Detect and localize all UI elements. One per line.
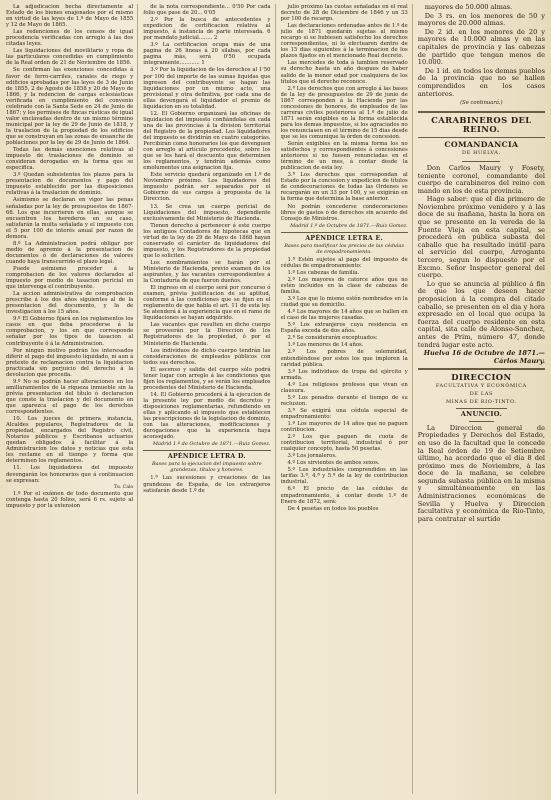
appendix-paragraph: 6.º El precio de las cédulas de empadronamiento, á contar desde 1.º de Enero de 1872, será:	[280, 486, 408, 505]
article-paragraph: 1.º Por el exámen de todo documento que contenga hasta 20 folios, será 6 rs. sujeto al impuesto y por la extension	[6, 490, 134, 509]
appendix-paragraph: 3.º Los que lo mismo estén nombrados en la ciudad que su domicilio.	[280, 296, 408, 309]
notice-paragraph: Hago saber: que el dia primero de Noviembre próximo venidero y á las doce de su mañana, hasta la hora en que se presente en la vereda de la Fuente Vieja en esta capital, se procederá en pública subasta del caballo que ha resultado inútil para el servicio del cuerpo, Arrogante tercero, segun lo dispuesto por el Excmo. Señor Inspector general del cuerpo.	[417, 195, 545, 280]
article-paragraph: 2.ª Los derechos que con arreglo á las bases de la ley de presupuestos de 29 de junio de 1867 corresponden á la Hacienda por las concesiones de honores, de empleados de las carreras civiles posteriores al 1.º de julio de 1871 serán exigibles en la forma establecida para los demas impuestos, si los agraciados no los renunciasen en el término de 15 dias desde que se les comunique la órden de concesion.	[280, 85, 408, 140]
column-4	[418, 4, 545, 794]
article-paragraph: 10. Los jueces de primera instancia, Alcaldes populares, Registradores de la propiedad, encargados del Registro civil, Notarios públicos y Escribanos actuarios quedan obligados á facilitar á la Administracion los datos y noticias que esta les reclame en el tiempo y forma que determinen los reglamentos.	[6, 416, 134, 465]
article-paragraph: de la nota correspondiente... 0'50 Por cada folio que pase de 20... 0'05	[143, 4, 271, 17]
article-paragraph: Todas las demás exenciones relativas al impuesto de traslaciones de dominio se consideran derogadas en la forma que se especifica.	[6, 147, 134, 172]
appendix-paragraph: 5.º Los penados durante el tiempo de su reclusion.	[280, 394, 408, 407]
appendix-paragraph: 4.º Los sirvientes de ambos sexos.	[287, 460, 380, 467]
carabineros-signature: Huelva 16 de Octubre de 1871.—Cárlos Maury.	[423, 349, 545, 365]
divider	[418, 137, 545, 138]
article-paragraph: Los individuos de dicho cuerpo tendrán las consideraciones de empleados públicos con todos sus derechos.	[143, 347, 271, 366]
article-paragraph: Las liquidaciones del movilitario y ropa de las particulares concedidas en cumplimiento de la Real orden de 21 de Noviembre de 1856.	[6, 48, 134, 67]
anuncio-heading: ANUNCIO.	[460, 410, 503, 419]
article-paragraph: julio próximo las cuotas señaladas en el real decreto de 28 de Diciembre de 1846 y un 33 por 100 de recargo.	[280, 4, 408, 23]
appendix-paragraph: 1.ª Estén sujetos al pago del impuesto de cédulas de empadronamiento:	[280, 256, 408, 269]
article-paragraph: 9.º El Gobierno fijará en los reglamentos los casos en que deba procederse á la comprobacion, y los en que corresponde señalar por los tipos de tasacion al contribuyente ó á la Administracion.	[6, 316, 134, 347]
appendix-paragraph: 2.º Los que paguen de cuota de contribucion territorial, industrial ó por cualquier concepto, hasta 50 pesetas.	[280, 434, 408, 453]
article-paragraph: mayores de 50.000 almas.	[424, 4, 513, 11]
appendix-paragraph: 3.ª Se exigirá una cédula especial de empadronamiento:	[280, 407, 408, 420]
appendix-paragraph: 2.º Los pobres de solemnidad, entendiéndose por estos los que imploren la caridad pública.	[280, 349, 408, 368]
article-paragraph: Las mercedes de toda á tambien reservado su derecho hasta un año despues de haber salido de la menor edad por cualquiera de los títulos que el derecho reconoce.	[280, 60, 408, 85]
article-paragraph: Las redenciones de los censos de igual procedencia verificadas con arreglo á las dos citadas leyes.	[6, 29, 134, 48]
notice-paragraph: Lo que se anuncia al público á fin de que los que deseen hacer proposicion á la compra del citado caballo, se presenten en el dia y hora expresado en el local que ocupa la fuerza del cuerpo residente en esta capital, sita calle de Alonso-Sanchez, antes de Prim, número 47, donde tendrá lugar este acto.	[417, 279, 545, 349]
continua-note: (Se continuará.)	[460, 100, 503, 107]
appendix-paragraph: 2.º Los mayores de catorce años que no estén incluidos en la clase de cabezas de familia.	[280, 276, 408, 296]
carabineros-heading: CARABINEROS DEL REINO.	[431, 114, 532, 134]
appendix-paragraph: 1.ª Las sucesiones y creaciones de las grandezas de España, de los extranjeros satisfarán desde 1.º de	[143, 475, 271, 494]
appendix-subtitle: Bases para modificar los precios de las cédulas de empadronamiento.	[284, 242, 405, 255]
divider	[469, 421, 494, 422]
article-paragraph: Tienen derecho á pertenecer á este cuerpo los antiguos Contadores de hipotecas que en virtud de la ley de 29 de Mayo de 1868 hayan conservado el carácter de liquidadores del impuesto, y los Registradores de la propiedad que lo soliciten.	[143, 222, 271, 259]
carabineros-notice	[418, 165, 545, 349]
appendix-paragraph: 3.º Los individuos de tropa del ejército y armada.	[280, 368, 408, 381]
appendix-subtitle: Bases para la ejecucion del impuesto sobre grandezas, títulos y honores.	[152, 461, 262, 474]
article-paragraph: El ascenso y salida del cuerpo sólo podrá tener lugar con arreglo á las condiciones que fijen los reglamentos, y se verán los empleados procedentes del Ministerio de Hacienda.	[143, 366, 271, 391]
divider	[462, 161, 500, 162]
article-paragraph: De 3 rs. en los menores de 50 y mayores de 20.000 almas.	[417, 11, 545, 28]
article-paragraph: Los nombramientos se harán por el Ministerio de Hacienda, previo examen de los aspirantes, y las vacantes correspondientes á la Contaduría de que fueron dueños.	[143, 259, 271, 285]
article-paragraph: Las vacantes que resulten en dicho cuerpo se proveerán por la Direccion de los Registradores de la propiedad, ó por el Ministerio de Hacienda.	[143, 322, 271, 347]
article-paragraph: 3.º Por la liquidacion de los derechos al 1'50 por 100 del importe de las sumas liquidas que ingresen del contribuyente se hagan las liquidaciones por un mismo acto, una provisional y otra definitiva, por cada una de ellas devengará el liquidador el premio de liquidacion en su totalidad.	[143, 67, 271, 110]
comandancia-heading: COMANDANCIA	[444, 139, 519, 149]
article-paragraph: La adjudicacion hecha directamente al Estado de los bienes enajenados por el mismo en virtud de las leyes de 1.º de Mayo de 1855 y 12 de Mayo de 1865.	[6, 4, 134, 29]
divider	[281, 232, 408, 233]
notice-paragraph: La Direccion general de Propiedades y Derechos del Estado, en uso de la facultad que le concede la Real órden de 19 de Setiembre último, ha acordado que el dia 8 del próximo mes de Noviembre, á las doce de la mañana, se celebre segunda subasta pública en la misma y simultáneamente en las Administraciones económicas de Sevilla y Huelva y Direccion facultativa y económica de Rio-Tinto, para contratar el surtido	[417, 423, 545, 523]
appendix-paragraph: 3.º Los jornaleros.	[287, 453, 337, 460]
appendix-heading: APÉNDICE LETRA E.	[305, 234, 383, 242]
article-signature: Madrid 1.º de Octubre de 1871.—Ruiz Gomez.	[290, 222, 408, 229]
article-paragraph: 2.º Por la busca de antecedentes y expedicion de certificacion relativa al impuesto, á instancia de parte interesada. 6 por mandato judicial........ 2	[143, 17, 271, 42]
article-paragraph: De 1 id. en todos los demas pueblos de la provincia que no se hallen comprendidos en los casos anteriores.	[417, 66, 545, 98]
article-paragraph: El ingreso en el cuerpo será por concurso ó examen, prévia justificacion de su aptitud, conforme á las condiciones que se fijen en el reglamento de que habla el art. 11 de esta ley. Se atenderá á la experiencia que en el ramo de liquidaciones se hayan adquirido.	[143, 285, 271, 322]
rio-tinto-notice	[418, 425, 545, 524]
appendix-paragraph: 4.º Los religiosos profesos que vivan en clausura.	[280, 381, 408, 394]
article-paragraph: 12. El Gobierno organizará las oficinas de liquidacion del impuesto confiándolas en cada una de las provincias á la division territorial del Registro de la propiedad. Los liquidadores del impuesto se dividirán en cuatro categorías. Percibirán como honorarios los que devenguen con arreglo al artículo precedente, sobre los que se les hará el descuento que determinen los reglamentos, y tendrán además como emolumentos una asignacion fija.	[143, 110, 271, 172]
article-paragraph: De 2 id. en los menores de 20 y mayores de 10.000 almas y en las capitales de provincia y las cabezas de partido que tengan menos de 10.000.	[417, 27, 545, 67]
notice-paragraph: Don Carlos Maury y Fosety, teniente coronel, comandante del cuerpo de carabineros del reino con mando en los de esta provincia.	[417, 163, 545, 195]
article-paragraph: Este servicio quedará organizado en 1.º de Noviembre próximo. Los liquidadores del impuesto podrán ser separados por el Gobierno de sus cargos á propuesta de la Direccion.	[143, 172, 271, 203]
direccion-subheading-3: MINAS DE RIO-TINTO.	[446, 398, 517, 405]
appendix-paragraph: 5.º Los industriales comprendidos en las tarifas 3.ª, 4.ª y 5.ª de la ley de contribucion industrial.	[280, 467, 408, 486]
article-paragraph: 8.º La Administracion podrá obligar por medio de apremio á la presentacion de documentos ó de declaraciones de valores cuando haya transcurrido el plazo legal.	[6, 240, 134, 265]
divider	[143, 450, 270, 451]
column-footnote: Tu. Calo	[113, 484, 134, 490]
article-paragraph: 3.º La certificacion ocupa más de una pagina de 26 lineas á 20 silabas, por cada pagina más, será 0'50 ocupada integramente............ 1	[143, 42, 271, 67]
article-paragraph: 14. El Gobierno procederá á la ejecucion de la presente ley por medio de decretos y disposiciones reglamentarias, refundiendo en ellas y aplicando al impuesto que establecen las prescripciones de la legislacion de dominio, con las alteraciones, modificaciones y derogaciones que la experiencia haya aconsejado.	[143, 391, 271, 441]
appendix-paragraph: 5.º Los extranjeros cuya residencia en España exceda de dos años.	[280, 322, 408, 335]
comandancia-subheading: DE HUELVA.	[462, 150, 501, 157]
appendix-heading: APÉNDICE LETRA D.	[167, 453, 246, 461]
section-divider	[418, 111, 545, 113]
article-paragraph: 3.ª Los derechos que correspondan al Estado por la concesion y expedicion de títulos de condecoraciones de todas las Ordenes se recargarán en un 33 por 100, y se exigirán en la forma que determina la base anterior.	[280, 172, 408, 203]
continuation-text	[418, 4, 545, 98]
article-paragraph: Se confirman las exenciones concedidas á favor de ferro-carriles, canales de riego y edificios aprobadas por las leyes de 3 de Junio de 1855, 2 de Agosto de 1858 y 20 de Mayo de 1866, y la redencion de cargas eclesiásticas verificada en cumplimiento del convenio celebrado con la Santa Sede en 24 de Junio de 1867; y los permisos de fincas rústicas de igual valor enclavadas dentro de un mismo término municipal por la ley de 29 de Junio de 1818, y la traslacion de la propiedad de los edificios que se construyan en las zonas de ensanche de poblaciones por la ley de 29 de Junio de 1864.	[6, 67, 134, 147]
article-paragraph: 9.º No se podrán hacer alteraciones en los amillaramientos de la riqueza inmueble sin la prévia presentacion del título ó declaracion que conste la traslacion y del documento en que aparezca el pago de los derechos correspondientes.	[6, 378, 134, 416]
article-paragraph: Serán exigibles en la misma forma los no satisfechos y correspondientes á concesiones anteriores si no fuesen renunciadas en el término de un mes, á contar desde la publicacion de esta ley.	[280, 141, 408, 172]
appendix-paragraph: 2.ª Se considerarán exceptuados:	[287, 335, 378, 342]
appendix-paragraph: De 4 pesetas en todos los pueblos	[287, 505, 379, 512]
column-1	[6, 4, 138, 794]
column-2	[143, 4, 275, 794]
direccion-subheading-2: DE LAS	[469, 390, 493, 397]
appendix-paragraph: 4.º Los mayores de 14 años que se hallen en el caso de las mujeres casadas.	[280, 309, 408, 322]
article-signature: Madrid 1.º de Octubre de 1871.—Ruiz Gomez.	[152, 441, 271, 448]
article-paragraph: La accion administrativa de comprobacion prescribe á los dos años siguientes al de la presentacion del documento, y la de investigacion á los 15 años.	[6, 291, 134, 316]
section-divider	[418, 368, 545, 370]
column-3	[281, 4, 413, 794]
article-paragraph: Por ningun motivo podrán los interesados diferir el pago del impuesto liquidado, ni aun á pretexto de reclamacion contra la liquidacion practicada sin perjuicio del derecho á la devolucion que proceda.	[6, 347, 134, 378]
article-paragraph: Las declaraciones ordenadas antes de 1.º de julio de 1871 quedarán sujetas al mismo recargo si se hubiesen satisfecho los derechos correspondientes, ni lo efectuaren dentro de los 15 dias siguientes á la terminacion de los plazos fijados en el mencionado Real decreto.	[280, 23, 408, 60]
direccion-subheading: FACULTATIVA Y ECONÓMICA	[435, 383, 527, 390]
article-paragraph: 3.º Quedan subsistentes los plazos para la presentacion de documentos y pago del impuesto establecido por las disposiciones relativas á la traslacion de dominio.	[6, 172, 134, 197]
appendix-paragraph: 1.º Los menores de 14 años.	[287, 342, 364, 349]
article-paragraph: 11. Los liquidadores del impuesto devengarán los honorarios que á continuacion se expresan:	[6, 465, 134, 484]
direccion-heading: DIRECCION	[451, 372, 512, 383]
article-paragraph: Asimismo se declaran en vigor las penas señaladas por la ley de presupuestos de 1867-68. Los que incurrieren en ellas, aunque se encuentren los herederos en su caso, satisfarán la multa señalada y el impuesto con el 5 por 100 de interés anual por razon de demora.	[6, 197, 134, 240]
appendix-paragraph: 1.º Los mayores de 14 años que no paguen contribucion.	[280, 421, 408, 434]
appendix-paragraph: 1.º Los cabezas de familia.	[287, 269, 360, 276]
article-paragraph: No podrán concederse condecoraciones libres de gastos ó de derechos sin acuerdo del Consejo de Ministros.	[280, 203, 408, 222]
article-paragraph: 13. Se crea un cuerpo pericial de Liquidaciones del impuesto, dependiente exclusivamente del Ministerio de Hacienda.	[143, 203, 271, 222]
divider	[456, 408, 507, 409]
article-paragraph: Puede asimismo proceder á la comprobacion de los valores declarados al impuesto por medio de tasacion pericial en que intervenga el contribuyente.	[6, 265, 134, 291]
columns	[6, 4, 545, 794]
